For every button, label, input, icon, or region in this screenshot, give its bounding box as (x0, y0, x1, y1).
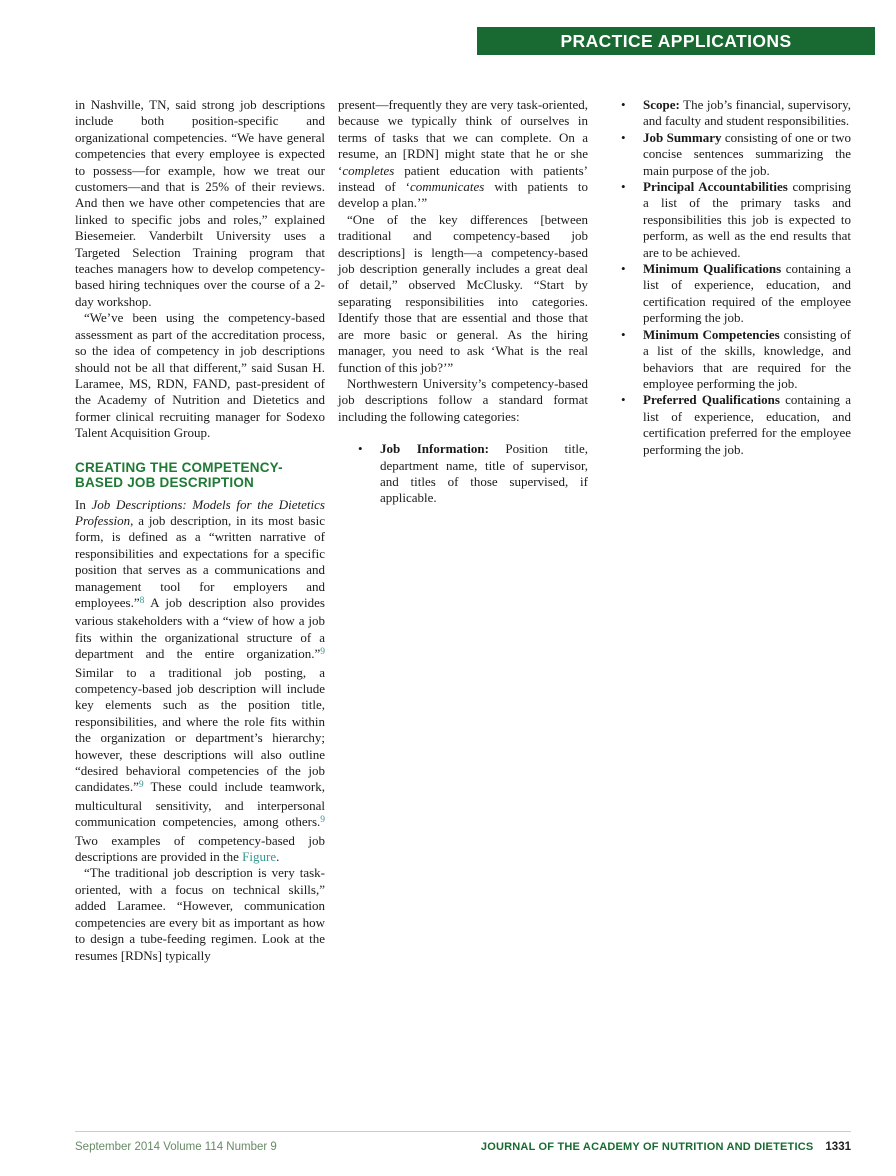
paragraph: “One of the key differences [between traditional and competency-based job descriptions] is length—a competency-based job description generally includes a great deal of detail,” observed McClusky. “Start by separating responsibilities into categories. Identify those that are essential and those that are more basic or general. As the hiring manager, you need to ask ‘What is the real function of this job?’” (338, 211, 588, 375)
italic-text: communicates (409, 179, 485, 195)
citation-link[interactable]: 9 (320, 815, 325, 826)
bullet-item (601, 261, 851, 327)
bullet-item (601, 327, 851, 393)
bullet-icon: • (621, 179, 626, 195)
citation-link[interactable]: 8 (139, 595, 145, 606)
paragraph: Northwestern University’s competency-based job descriptions follow a standard format including the following categories: (338, 375, 588, 424)
journal-name: JOURNAL OF THE ACADEMY OF NUTRITION AND DIETETICS (480, 1141, 814, 1153)
paragraph: present—frequently they are very task-oriented, because we typically think of ourselves in terms of tasks that we can complete. On a resume, an [RDN] might state that he or she ‘completes patient education with patients’ instead of ‘communicates with patients to develop a plan.’” (338, 97, 588, 211)
citation-link[interactable]: 9 (320, 647, 325, 658)
practice-applications-banner (477, 27, 875, 55)
bold-text: Job Summary (643, 129, 722, 145)
paragraph: “The traditional job description is very task-oriented, with a focus on technical skills,” added Laramee. “However, communication competencies are every bit as important as how to design a tube-feeding regimen. Look at the resumes [RDNs] typically (75, 865, 325, 963)
article-body (75, 97, 851, 1125)
paragraph: “We’ve been using the competency-based assessment as part of the accreditation process, so the idea of competency in job descriptions should not be all that different,” said Susan H. Laramee, MS, RDN, FAND, past-president of the Academy of Nutrition and Dietetics and former clinical recruiting manager for Sodexo Talent Acquisition Group. (75, 310, 325, 441)
paragraph: In Job Descriptions: Models for the Dietetics Profession, a job description, in its most basic form, is defined as a “written narrative of responsibilities and expectations for a specific position that serves as a communications and management tool for employers and employees.”$^8$ A job description also provides various stakeholders with a “view of how a job fits within the organizational structure of a department and the entire organization.”$^9$ Similar to a traditional job posting, a competency-based job description will include key elements such as the position title, responsibilities, and where the role fits within the organization or department’s hierarchy; however, these descriptions will also outline “desired behavioral competencies of the job candidates.”$^9$ These could include teamwork, multicultural sensitivity, and interpersonal communication competencies, among others.$^9$ Two examples of competency-based job descriptions are provided in the Figure. (75, 496, 325, 865)
bold-text: Scope: (643, 97, 680, 112)
page-footer (75, 1131, 851, 1153)
bullet-item (601, 392, 851, 458)
page-number: 1331 (825, 1141, 851, 1153)
bullet-text: Minimum Qualifications containing a list of experience, education, and certification required of the employee performing the job. (643, 261, 851, 326)
bullet-text: Job Summary consisting of one or two concise sentences summarizing the main purpose of the job. (643, 129, 851, 178)
bullet-text: Job Information: Position title, department name, title of supervisor, and titles of those supervised, if applicable. (380, 441, 588, 506)
footer-right-group (481, 1141, 851, 1153)
banner-label: PRACTICE APPLICATIONS (560, 30, 792, 51)
issue-info: September 2014 Volume 114 Number 9 (75, 1141, 277, 1153)
bullet-text: Preferred Qualifications containing a list of experience, education, and certification preferred for the employee performing the job. (643, 392, 851, 457)
bullet-icon: • (358, 441, 363, 457)
bold-text: Minimum Qualifications (643, 261, 782, 277)
citation-link[interactable]: 9 (138, 780, 144, 791)
italic-text: Job Descriptions: Models for the Dietetics Profession (75, 496, 325, 528)
figure-link[interactable]: Figure (242, 849, 277, 865)
bullet-text: Principal Accountabilities comprising a list of the primary tasks and responsibilities this job is expected to perform, as well as the end results that are to be achieved. (643, 179, 851, 260)
bullet-item (338, 441, 588, 507)
bold-text: Principal Accountabilities (643, 179, 788, 195)
bullet-item (601, 97, 851, 130)
bullet-icon: • (621, 392, 626, 408)
italic-text: completes (342, 162, 395, 178)
bullet-icon: • (621, 129, 626, 145)
article-column-left (75, 97, 325, 1125)
bullet-item (601, 179, 851, 261)
article-column-middle (338, 97, 588, 1125)
section-heading: CREATING THE COMPETENCY-BASED JOB DESCRIPTION (75, 459, 283, 491)
bold-text: Minimum Competencies (643, 326, 780, 342)
bullet-text: Scope: The job’s financial, supervisory, and faculty and student responsibilities. (643, 97, 851, 129)
article-column-right (601, 97, 851, 1125)
paragraph: in Nashville, TN, said strong job descriptions include both position-specific and organizational competencies. “We have general competencies that every employee is expected to possess—for example, how we treat our customers—and that is 25% of their reviews. And then we have other competencies that are linked to specific jobs and roles,” explained Biesemeier. Vanderbilt University uses a Targeted Selection Training program that teaches managers how to develop competency-based hiring techniques over the course of a 2-day workshop. (75, 97, 325, 309)
bullet-icon: • (621, 97, 626, 112)
bold-text: Preferred Qualifications (643, 392, 780, 408)
bullet-text: Minimum Competencies consisting of a list of the skills, knowledge, and behaviors that are required for the employee performing the job. (643, 326, 851, 391)
bold-text: Job Information: (380, 441, 489, 457)
bullet-icon: • (621, 326, 626, 342)
bullet-icon: • (621, 261, 626, 277)
bullet-item (601, 130, 851, 179)
